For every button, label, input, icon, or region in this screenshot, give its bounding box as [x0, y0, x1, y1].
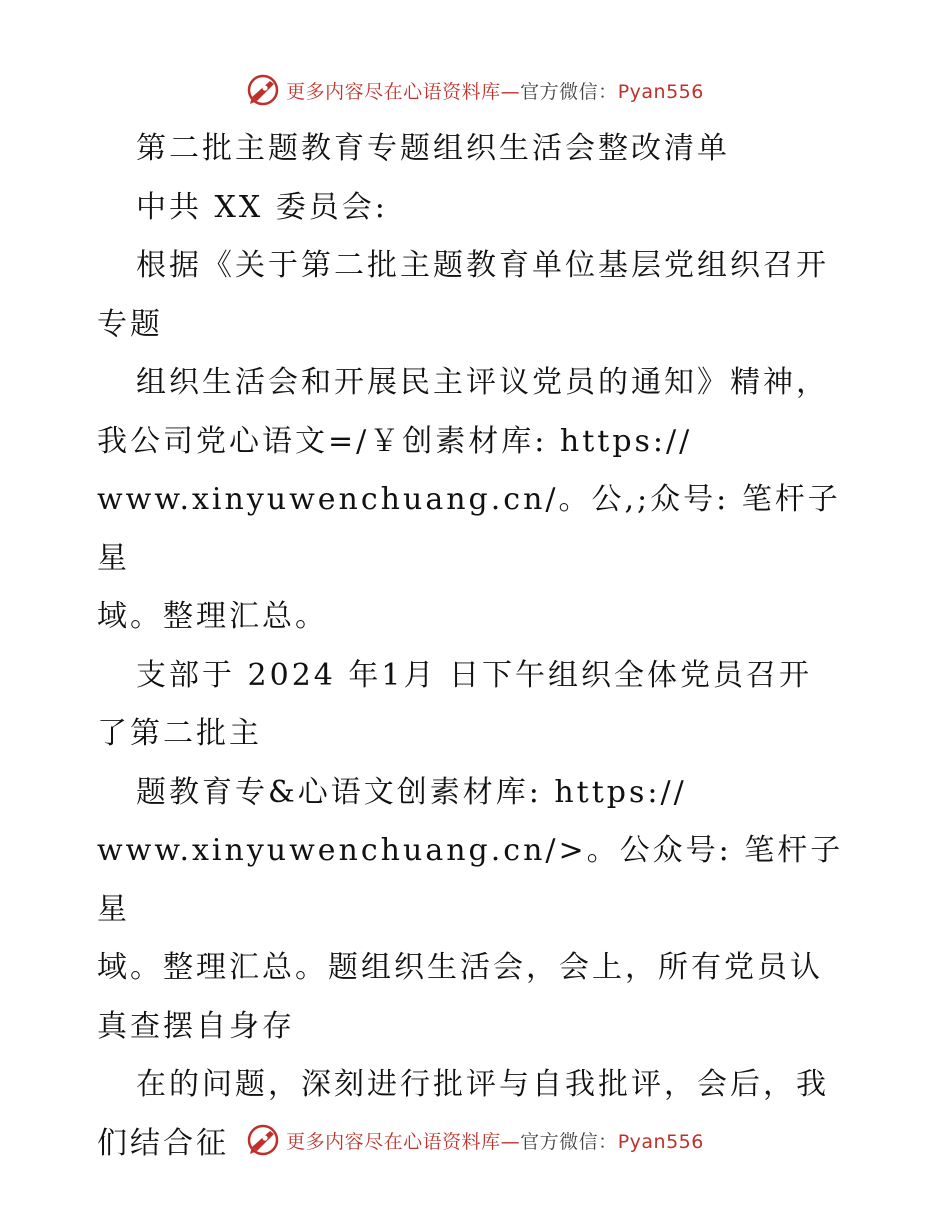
- header-watermark-banner: [0, 70, 950, 110]
- doc-line: www.xinyuwenchuang.cn/>。公众号: 笔杆子星: [97, 833, 844, 927]
- document-body: [97, 120, 857, 1173]
- doc-line: 组织生活会和开展民主评议党员的通知》精神，: [136, 365, 829, 400]
- doc-line: 在的问题，深刻进行批评与自我批评，会后，我: [136, 1067, 829, 1102]
- doc-line: 支部于 2024 年1月 日下午组织全体党员召开: [136, 657, 813, 693]
- banner-text: [286, 77, 704, 104]
- banner-wechat-id: Pyan556: [617, 1130, 704, 1153]
- doc-line: 中共 XX 委员会:: [136, 189, 388, 225]
- doc-line: 根据《关于第二批主题教育单位基层党组织召开: [136, 248, 829, 283]
- doc-line: 们结合征: [97, 1125, 229, 1161]
- pen-logo-icon: [246, 73, 280, 107]
- doc-line: www.xinyuwenchuang.cn/。公,;众号: 笔杆子星: [97, 482, 841, 576]
- banner-dash: —: [500, 1130, 521, 1153]
- banner-label: 官方微信：: [520, 1130, 618, 1153]
- doc-line: 了第二批主: [97, 716, 262, 751]
- doc-line: 我公司党心语文=/￥创素材库: https://: [97, 423, 693, 459]
- doc-line: 专题: [97, 306, 163, 342]
- doc-line: 第二批主题教育专题组织生活会整改清单: [136, 131, 730, 166]
- banner-text: [286, 1127, 704, 1154]
- doc-line: 题教育专&心语文创素材库: https://: [136, 774, 687, 810]
- banner-label: 官方微信：: [520, 80, 618, 103]
- banner-main-text: 更多内容尽在心语资料库: [286, 1130, 501, 1153]
- doc-line: 真查摆自身存: [97, 1008, 295, 1044]
- doc-line: 域。整理汇总。题组织生活会，会上，所有党员认: [97, 950, 823, 985]
- banner-wechat-id: Pyan556: [617, 80, 704, 103]
- banner-main-text: 更多内容尽在心语资料库: [286, 80, 501, 103]
- banner-dash: —: [500, 80, 521, 103]
- pen-logo-icon: [246, 1123, 280, 1157]
- doc-line: 域。整理汇总。: [97, 599, 328, 634]
- footer-watermark-banner: [0, 1120, 950, 1160]
